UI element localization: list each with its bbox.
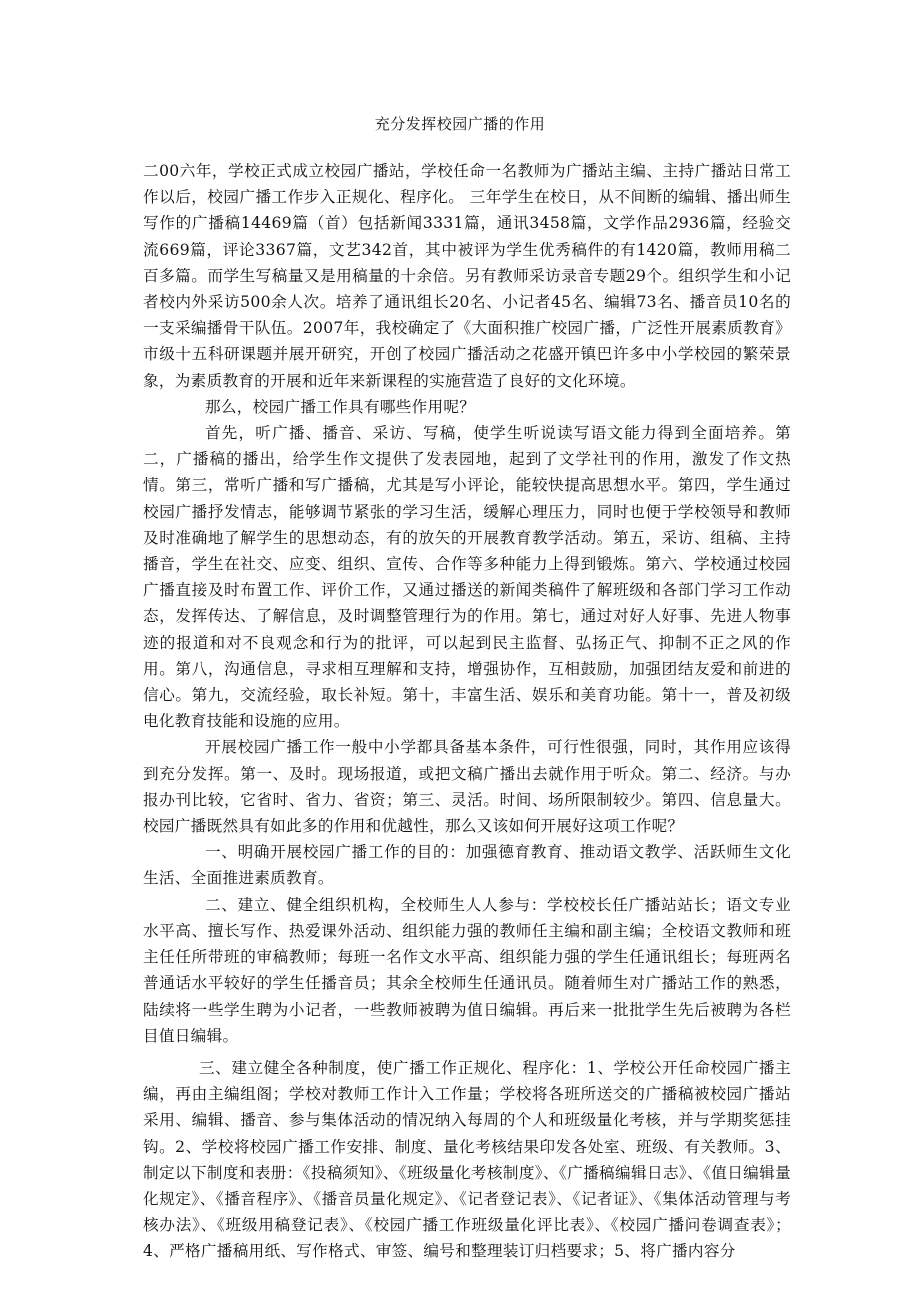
paragraph-advantages: 开展校园广播工作一般中小学都具备基本条件，可行性很强，同时，其作用应该得到充分发挥。第一、及时。现场报道，或把文稿广播出去就作用于听众。第二、经济。与办报办刊比较，它省时、省力、省资；第三、灵活。时间、场所限制较少。第四、信息量大。校园广播既然具有如此多的作用和优越性，那么又该如何开展好这项工作呢？ <box>143 738 791 836</box>
paragraph-section-3: 三、建立健全各种制度，使广播工作正规化、程序化：1、学校公开任命校园广播主编，再由主编组阁；学校对教师工作计入工作量；学校将各班所送交的广播稿被校园广播站采用、编辑、播音、参与集体活动的情况纳入每周的个人和班级量化考核，并与学期奖惩挂钩。2、学校将校园广播工作安排、制度、量化考核结果印发各处室、班级、有关教师。3、制定以下制度和表册：《投稿须知》、《班级量化考核制度》、《广播稿编辑日志》、《值日编辑量化规定》、《播音程序》、《播音员量化规定》、《记者登记表》、《记者证》、《集体活动管理与考核办法》、《班级用稿登记表》、《校园广播工作班级量化评比表》、《校园广播问卷调查表》；4、严格广播稿用纸、写作格式、审签、编号和整理装订归档要求；5、将广播内容分 <box>143 1058 791 1261</box>
paragraph-section-2: 二、建立、健全组织机构，全校师生人人参与：学校校长任广播站站长；语文专业水平高、擅长写作、热爱课外活动、组织能力强的教师任主编和副主编；全校语文教师和班主任任所带班的审稿教师；每班一名作文水平高、组织能力强的学生任通讯组长；每班两名普通话水平较好的学生任播音员；其余全校师生任通讯员。随着师生对广播站工作的熟悉，陆续将一些学生聘为小记者，一些教师被聘为值日编辑。再后来一批批学生先后被聘为各栏目值日编辑。 <box>143 895 791 1045</box>
paragraph-intro: 二00六年，学校正式成立校园广播站，学校任命一名教师为广播站主编、主持广播站日常工作以后，校园广播工作步入正规化、程序化。 三年学生在校日，从不间断的编辑、播出师生写作的广播稿14469篇（首）包括新闻3331篇，通讯3458篇，文学作品2936篇，经验交流669篇，评论3367篇，文艺342首，其中被评为学生优秀稿件的有1420篇，教师用稿二百多篇。而学生写稿量又是用稿量的十余倍。另有教师采访录音专题29个。组织学生和小记者校内外采访500余人次。培养了通讯组长20名、小记者45名、编辑73名、播音员10名的一支采编播骨干队伍。2007年，我校确定了《大面积推广校园广播，广泛性开展素质教育》市级十五科研课题并展开研究，开创了校园广播活动之花盛开镇巴许多中小学校园的繁荣景象，为素质教育的开展和近年来新课程的实施营造了良好的文化环境。 <box>143 162 791 390</box>
paragraph-section-1: 一、明确开展校园广播工作的目的：加强德育教育、推动语文教学、活跃师生文化生活、全面推进素质教育。 <box>143 843 791 888</box>
paragraph-functions: 首先，听广播、播音、采访、写稿，使学生听说读写语文能力得到全面培养。第二，广播稿的播出，给学生作文提供了发表园地，起到了文学社刊的作用，激发了作文热情。第三，常听广播和写广播稿，尤其是写小评论，能较快提高思想水平。第四，学生通过校园广播抒发情志，能够调节紧张的学习生活，缓解心理压力，同时也便于学校领导和教师及时准确地了解学生的思想动态，有的放矢的开展教育教学活动。第五，采访、组稿、主持播音，学生在社交、应变、组织、宣传、合作等多种能力上得到锻炼。第六、学校通过校园广播直接及时布置工作、评价工作，又通过播送的新闻类稿件了解班级和各部门学习工作动态，发挥传达、了解信息，及时调整管理行为的作用。第七，通过对好人好事、先进人物事迹的报道和对不良观念和行为的批评，可以起到民主监督、弘扬正气、抑制不正之风的作用。第八，沟通信息，寻求相互理解和支持，增强协作，互相鼓励，加强团结友爱和前进的信心。第九，交流经验，取长补短。第十，丰富生活、娱乐和美育功能。第十一，普及初级电化教育技能和设施的应用。 <box>143 424 791 731</box>
document-body <box>143 158 791 1265</box>
document-title: 充分发挥校园广播的作用 <box>374 115 546 133</box>
paragraph-question: 那么，校园广播工作具有哪些作用呢？ <box>205 397 476 416</box>
